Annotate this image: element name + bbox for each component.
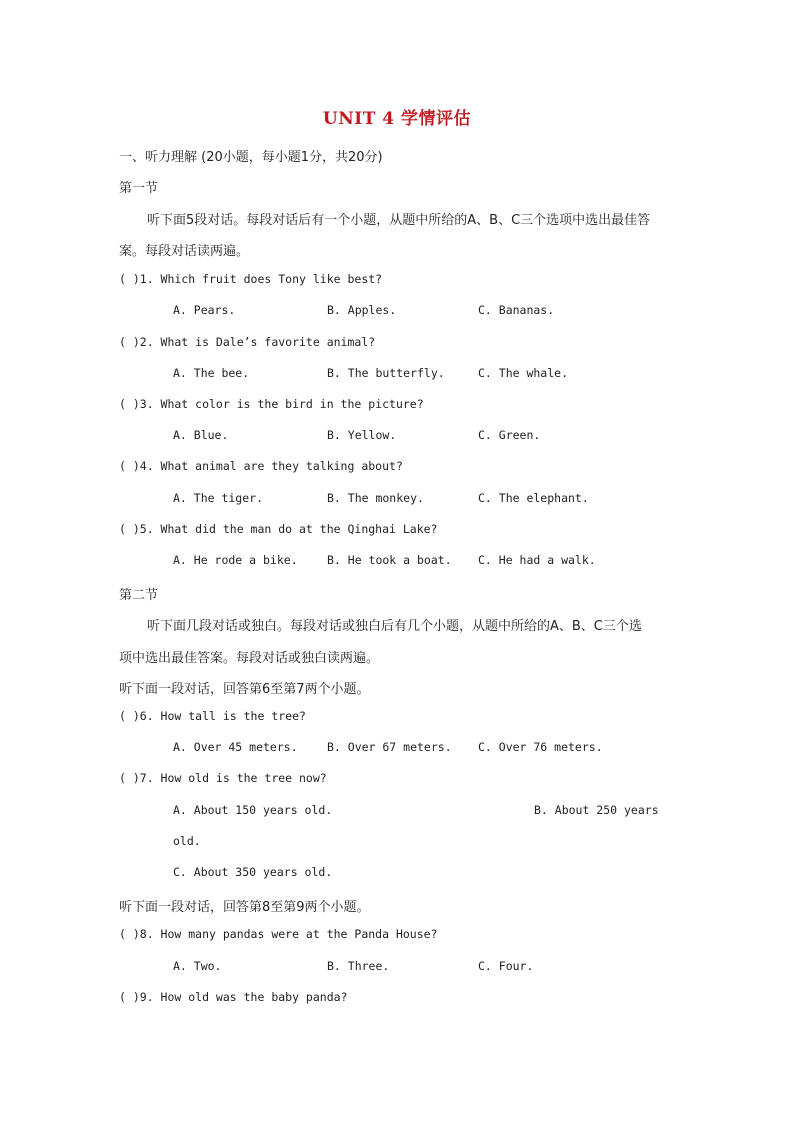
instruction-text: 案。每段对话读两遍。 xyxy=(119,244,250,259)
option-a: A. Over 45 meters. xyxy=(173,740,298,754)
dialog-instruction: 听下面一段对话，回答第6至第7两个小题。 xyxy=(119,682,370,697)
question-stem: ( )9. How old was the baby panda? xyxy=(119,990,348,1004)
section-heading: 一、听力理解 (20小题，每小题1分，共20分) xyxy=(119,150,383,165)
option-b: B. The monkey. xyxy=(327,491,424,505)
option-b: B. Apples. xyxy=(327,303,397,317)
option-b: B. Yellow. xyxy=(327,428,397,442)
option-b: B. The butterfly. xyxy=(327,366,445,380)
option-a: A. About 150 years old. xyxy=(173,803,333,817)
question-stem: ( )8. How many pandas were at the Panda House? xyxy=(119,927,438,941)
question-stem: ( )6. How tall is the tree? xyxy=(119,709,306,723)
instruction-text: 听下面几段对话或独白。每段对话或独白后有几个小题，从题中所给的A、B、C三个选 xyxy=(147,619,642,634)
question-stem: ( )5. What did the man do at the Qinghai Lake? xyxy=(119,522,438,536)
question-stem: ( )4. What animal are they talking about? xyxy=(119,459,403,473)
option-c: C. He had a walk. xyxy=(478,553,596,567)
option-a: A. The bee. xyxy=(173,366,250,380)
part-label: 第一节 xyxy=(119,181,159,196)
option-b: B. He took a boat. xyxy=(327,553,452,567)
instruction-text: 听下面5段对话。每段对话后有一个小题，从题中所给的A、B、C三个选项中选出最佳答 xyxy=(147,213,651,228)
option-a: A. He rode a bike. xyxy=(173,553,298,567)
option-b: B. About 250 years xyxy=(534,803,659,817)
question-stem: ( )3. What color is the bird in the picture? xyxy=(119,397,424,411)
page-title: UNIT 4 学情评估 xyxy=(322,109,472,129)
dialog-instruction: 听下面一段对话，回答第8至第9两个小题。 xyxy=(119,900,370,915)
option-b: B. Over 67 meters. xyxy=(327,740,452,754)
option-a: A. The tiger. xyxy=(173,491,264,505)
option-a: A. Two. xyxy=(173,959,222,973)
option-c: C. Bananas. xyxy=(478,303,555,317)
option-c: C. Four. xyxy=(478,959,534,973)
option-c: C. Over 76 meters. xyxy=(478,740,603,754)
option-b-continued: old. xyxy=(173,834,201,848)
option-a: A. Pears. xyxy=(173,303,236,317)
option-c: C. About 350 years old. xyxy=(173,865,333,879)
option-b: B. Three. xyxy=(327,959,390,973)
option-c: C. The elephant. xyxy=(478,491,589,505)
question-stem: ( )1. Which fruit does Tony like best? xyxy=(119,272,383,286)
option-c: C. The whale. xyxy=(478,366,569,380)
instruction-text: 项中选出最佳答案。每段对话或独白读两遍。 xyxy=(119,651,380,666)
question-stem: ( )7. How old is the tree now? xyxy=(119,771,327,785)
option-c: C. Green. xyxy=(478,428,541,442)
question-stem: ( )2. What is Dale’s favorite animal? xyxy=(119,335,376,349)
part-label: 第二节 xyxy=(119,588,159,603)
option-a: A. Blue. xyxy=(173,428,229,442)
